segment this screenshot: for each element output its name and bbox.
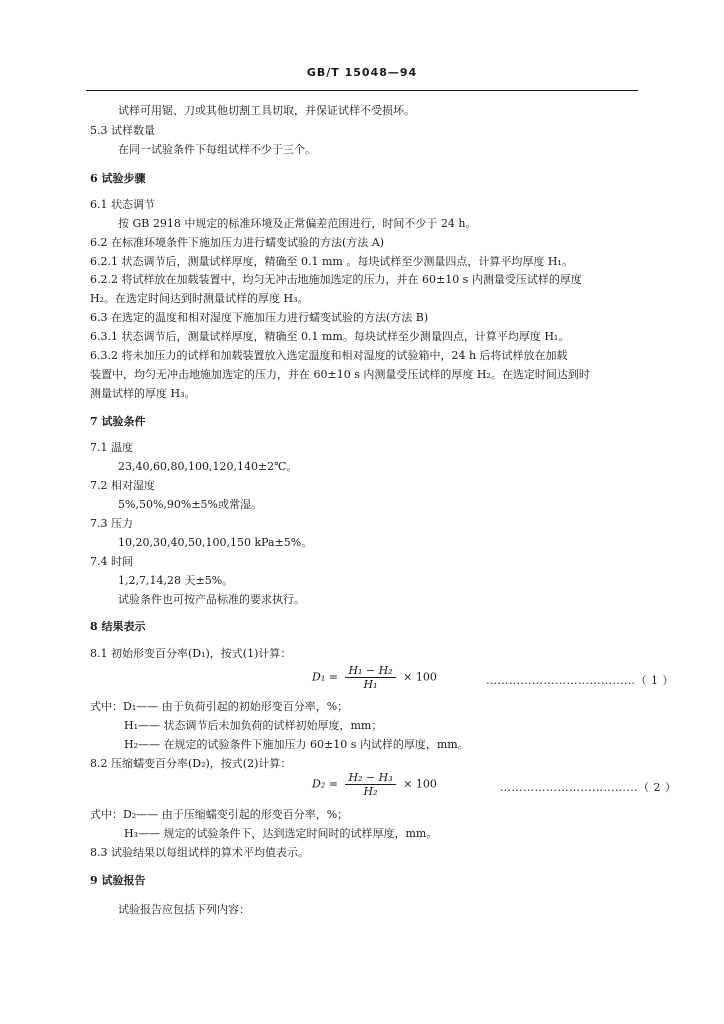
section-heading: 7.3 压力 [90,517,133,530]
equation-2 [312,771,437,798]
section-heading: 7.1 温度 [90,441,133,454]
text-line: 式中：D₁—— 由于负荷引起的初始形变百分率，%； [90,700,349,713]
fraction-denominator: H₂ [363,785,378,798]
text-line: 5%,50%,90%±5%或常湿。 [118,498,263,511]
text-line: H₁—— 状态调节后未加负荷的试样初始厚度，mm； [124,719,383,732]
equation-1-ref: …………………………………（ 1 ） [486,674,674,687]
fraction-denominator: H₁ [363,678,378,691]
text-line: 式中：D₂—— 由于压缩蠕变引起的形变百分率，%； [90,808,349,821]
text-line: H₂—— 在规定的试验条件下施加压力 60±10 s 内试样的厚度，mm。 [124,738,469,751]
equation-1 [312,664,437,691]
text-line: 试验条件也可按产品标准的要求执行。 [118,593,305,606]
text-line: 试样可用锯、刀或其他切割工具切取，并保证试样不受损坏。 [118,104,415,117]
text-line: H₃—— 规定的试验条件下，达到选定时间时的试样厚度，mm。 [124,827,438,840]
section-heading: 6.1 状态调节 [90,198,155,211]
text-line: 1,2,7,14,28 天±5%。 [118,574,234,587]
text-line: 测量试样的厚度 H₃。 [90,387,196,400]
section-heading: 7.4 时间 [90,555,133,568]
equation-lhs: D₁ = [312,670,338,684]
page-header-standard-code: GB/T 15048—94 [306,66,418,79]
fraction [345,771,395,798]
section-heading: 5.3 试样数量 [90,124,155,137]
section-heading: 7 试验条件 [90,415,146,428]
section-heading: 9 试验报告 [90,874,146,887]
section-heading: 7.2 相对湿度 [90,479,155,492]
fraction [345,664,395,691]
text-line: 装置中，均匀无冲击地施加选定的压力，并在 60±10 s 内测量受压试样的厚度 H₂。在选定时间达到时 [90,368,590,381]
header-rule [86,90,638,91]
section-heading: 8 结果表示 [90,620,146,633]
text-line: 6.2.1 状态调节后，测量试样厚度，精确至 0.1 mm 。每块试样至少测量四点，计算平均厚度 H₁。 [90,255,573,268]
text-line: 6.2.2 将试样放在加载装置中，均匀无冲击地施加选定的压力，并在 60±10 s 内测量受压试样的厚度 [90,273,582,286]
text-line: 23,40,60,80,100,120,140±2℃。 [118,460,298,473]
section-heading: 8.1 初始形变百分率(D₁)，按式(1)计算： [90,647,292,660]
text-line: 10,20,30,40,50,100,150 kPa±5%。 [118,536,313,549]
fraction-numerator: H₁ − H₂ [345,664,395,678]
text-line: 6.3.2 将未加压力的试样和加载装置放入选定温度和相对湿度的试验箱中，24 h 后将试样放在加载 [90,349,568,362]
equation-factor: × 100 [403,777,437,791]
equation-2-ref: ………………………………（ 2 ） [500,781,677,794]
section-heading: 6 试验步骤 [90,172,146,185]
text-line: 6.3.1 状态调节后，测量试样厚度，精确至 0.1 mm。每块试样至少测量四点，计算平均厚度 H₁。 [90,330,570,343]
section-heading: 8.3 试验结果以每组试样的算术平均值表示。 [90,846,309,859]
text-line: 按 GB 2918 中规定的标准环境及正常偏差范围进行，时间不少于 24 h。 [118,217,477,230]
section-heading: 6.3 在选定的温度和相对湿度下施加压力进行蠕变试验的方法(方法 B) [90,311,429,324]
fraction-numerator: H₂ − H₃ [345,771,395,785]
section-heading: 8.2 压缩蠕变百分率(D₂)，按式(2)计算： [90,757,292,770]
text-line: 试验报告应包括下列内容： [118,903,250,916]
equation-lhs: D₂ = [312,777,338,791]
text-line: 在同一试验条件下每组试样不少于三个。 [118,143,316,156]
text-line: H₂。在选定时间达到时测量试样的厚度 H₃。 [90,292,309,305]
equation-factor: × 100 [403,670,437,684]
section-heading: 6.2 在标准环境条件下施加压力进行蠕变试验的方法(方法 A) [90,236,385,249]
